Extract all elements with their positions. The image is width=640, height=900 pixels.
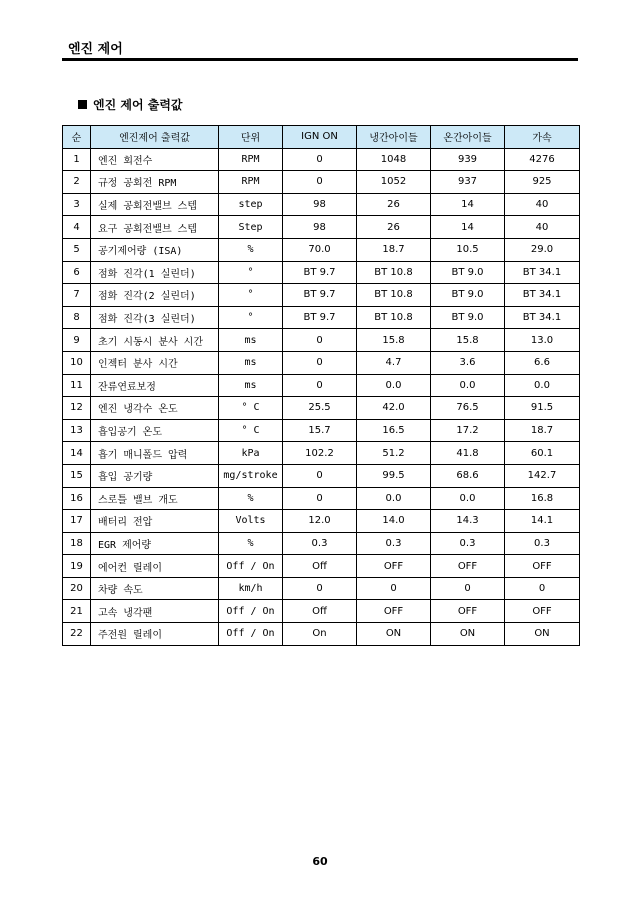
table-row (63, 532, 580, 555)
cell-unit: mg/stroke (219, 464, 283, 487)
cell-row-index: 18 (63, 532, 91, 555)
cell-warm-idle-value: ON (431, 623, 505, 646)
cell-item-name: 요구 공회전밸브 스텝 (91, 216, 219, 239)
cell-ign-on-value: Off (283, 600, 357, 623)
cell-row-index: 3 (63, 193, 91, 216)
cell-acceleration-value: 142.7 (505, 464, 580, 487)
cell-ign-on-value: 0 (283, 577, 357, 600)
cell-row-index: 9 (63, 329, 91, 352)
cell-warm-idle-value: 937 (431, 171, 505, 194)
cell-ign-on-value: 0 (283, 329, 357, 352)
cell-item-name: 초기 시동시 분사 시간 (91, 329, 219, 352)
cell-cold-idle-value: OFF (357, 555, 431, 578)
cell-ign-on-value: 102.2 (283, 442, 357, 465)
cell-item-name: 고속 냉각팬 (91, 600, 219, 623)
cell-cold-idle-value: 14.0 (357, 510, 431, 533)
cell-ign-on-value: 0 (283, 351, 357, 374)
cell-warm-idle-value: BT 9.0 (431, 261, 505, 284)
page-number: 60 (312, 855, 328, 868)
cell-acceleration-value: 91.5 (505, 397, 580, 420)
cell-row-index: 21 (63, 600, 91, 623)
cell-cold-idle-value: 51.2 (357, 442, 431, 465)
cell-warm-idle-value: 0.0 (431, 487, 505, 510)
cell-acceleration-value: BT 34.1 (505, 261, 580, 284)
cell-unit: Off / On (219, 623, 283, 646)
cell-unit: % (219, 487, 283, 510)
column-header-unit: 단위 (219, 126, 283, 149)
cell-warm-idle-value: 0 (431, 577, 505, 600)
cell-warm-idle-value: 14.3 (431, 510, 505, 533)
cell-item-name: 스로틀 밸브 개도 (91, 487, 219, 510)
cell-warm-idle-value: OFF (431, 555, 505, 578)
table-header-row (63, 126, 580, 149)
cell-ign-on-value: BT 9.7 (283, 284, 357, 307)
cell-row-index: 15 (63, 464, 91, 487)
cell-warm-idle-value: 76.5 (431, 397, 505, 420)
table-row (63, 510, 580, 533)
cell-cold-idle-value: 1048 (357, 148, 431, 171)
cell-row-index: 20 (63, 577, 91, 600)
cell-ign-on-value: 98 (283, 216, 357, 239)
cell-acceleration-value: 16.8 (505, 487, 580, 510)
cell-row-index: 12 (63, 397, 91, 420)
table-row (63, 487, 580, 510)
cell-unit: ° C (219, 397, 283, 420)
cell-cold-idle-value: 0.3 (357, 532, 431, 555)
cell-unit: Step (219, 216, 283, 239)
cell-row-index: 4 (63, 216, 91, 239)
cell-row-index: 10 (63, 351, 91, 374)
cell-row-index: 19 (63, 555, 91, 578)
cell-ign-on-value: BT 9.7 (283, 261, 357, 284)
cell-item-name: 엔진 냉각수 온도 (91, 397, 219, 420)
cell-acceleration-value: OFF (505, 600, 580, 623)
cell-unit: step (219, 193, 283, 216)
cell-unit: Off / On (219, 555, 283, 578)
table-row (63, 351, 580, 374)
table-row (63, 623, 580, 646)
cell-warm-idle-value: 14 (431, 216, 505, 239)
table-row (63, 238, 580, 261)
cell-cold-idle-value: 0 (357, 577, 431, 600)
cell-warm-idle-value: BT 9.0 (431, 284, 505, 307)
table-row (63, 261, 580, 284)
column-header-index: 순 (63, 126, 91, 149)
cell-unit: ms (219, 351, 283, 374)
cell-acceleration-value: 40 (505, 216, 580, 239)
cell-acceleration-value: 18.7 (505, 419, 580, 442)
cell-acceleration-value: 29.0 (505, 238, 580, 261)
cell-unit: ° (219, 261, 283, 284)
cell-acceleration-value: 40 (505, 193, 580, 216)
cell-row-index: 7 (63, 284, 91, 307)
cell-ign-on-value: 98 (283, 193, 357, 216)
cell-item-name: EGR 제어량 (91, 532, 219, 555)
cell-item-name: 규정 공회전 RPM (91, 171, 219, 194)
cell-row-index: 16 (63, 487, 91, 510)
cell-acceleration-value: 60.1 (505, 442, 580, 465)
cell-cold-idle-value: 16.5 (357, 419, 431, 442)
cell-ign-on-value: Off (283, 555, 357, 578)
cell-cold-idle-value: BT 10.8 (357, 284, 431, 307)
cell-ign-on-value: 12.0 (283, 510, 357, 533)
cell-acceleration-value: 0.0 (505, 374, 580, 397)
cell-ign-on-value: 70.0 (283, 238, 357, 261)
cell-item-name: 흡기 매니폴드 압력 (91, 442, 219, 465)
cell-item-name: 공기제어량 (ISA) (91, 238, 219, 261)
cell-acceleration-value: 0.3 (505, 532, 580, 555)
cell-warm-idle-value: 41.8 (431, 442, 505, 465)
cell-warm-idle-value: 0.0 (431, 374, 505, 397)
cell-unit: ms (219, 374, 283, 397)
cell-unit: Volts (219, 510, 283, 533)
cell-ign-on-value: 25.5 (283, 397, 357, 420)
cell-warm-idle-value: 68.6 (431, 464, 505, 487)
cell-item-name: 실제 공회전밸브 스텝 (91, 193, 219, 216)
cell-warm-idle-value: 15.8 (431, 329, 505, 352)
cell-ign-on-value: BT 9.7 (283, 306, 357, 329)
cell-unit: Off / On (219, 600, 283, 623)
section-title (78, 96, 183, 113)
cell-unit: RPM (219, 148, 283, 171)
cell-warm-idle-value: 3.6 (431, 351, 505, 374)
cell-row-index: 2 (63, 171, 91, 194)
column-header-warm-idle: 온간아이들 (431, 126, 505, 149)
cell-acceleration-value: BT 34.1 (505, 284, 580, 307)
page-header-title: 엔진 제어 (68, 42, 123, 57)
cell-item-name: 차량 속도 (91, 577, 219, 600)
cell-acceleration-value: 0 (505, 577, 580, 600)
cell-item-name: 흡입공기 온도 (91, 419, 219, 442)
cell-cold-idle-value: ON (357, 623, 431, 646)
cell-unit: ° (219, 284, 283, 307)
cell-cold-idle-value: 18.7 (357, 238, 431, 261)
cell-item-name: 엔진 회전수 (91, 148, 219, 171)
square-bullet-icon (78, 100, 87, 109)
table-row (63, 193, 580, 216)
cell-item-name: 주전원 릴레이 (91, 623, 219, 646)
cell-warm-idle-value: OFF (431, 600, 505, 623)
column-header-item: 엔진제어 출력값 (91, 126, 219, 149)
cell-unit: ° C (219, 419, 283, 442)
cell-cold-idle-value: BT 10.8 (357, 261, 431, 284)
cell-item-name: 점화 진각(2 실린더) (91, 284, 219, 307)
cell-row-index: 1 (63, 148, 91, 171)
cell-cold-idle-value: 1052 (357, 171, 431, 194)
table-row (63, 464, 580, 487)
table-row (63, 148, 580, 171)
cell-item-name: 점화 진각(1 실린더) (91, 261, 219, 284)
column-header-acceleration: 가속 (505, 126, 580, 149)
cell-item-name: 흡입 공기량 (91, 464, 219, 487)
cell-warm-idle-value: 10.5 (431, 238, 505, 261)
header-divider (62, 58, 578, 61)
table-row (63, 577, 580, 600)
cell-acceleration-value: OFF (505, 555, 580, 578)
cell-acceleration-value: 13.0 (505, 329, 580, 352)
table-row (63, 374, 580, 397)
section-title-text: 엔진 제어 출력값 (93, 98, 183, 112)
cell-ign-on-value: 0 (283, 148, 357, 171)
table-row (63, 216, 580, 239)
cell-ign-on-value: 0 (283, 171, 357, 194)
cell-item-name: 잔류연료보정 (91, 374, 219, 397)
cell-cold-idle-value: 4.7 (357, 351, 431, 374)
cell-acceleration-value: 14.1 (505, 510, 580, 533)
cell-row-index: 6 (63, 261, 91, 284)
table-row (63, 442, 580, 465)
table-row (63, 329, 580, 352)
cell-warm-idle-value: 14 (431, 193, 505, 216)
cell-warm-idle-value: 939 (431, 148, 505, 171)
table-row (63, 419, 580, 442)
cell-acceleration-value: BT 34.1 (505, 306, 580, 329)
cell-unit: km/h (219, 577, 283, 600)
cell-cold-idle-value: 15.8 (357, 329, 431, 352)
cell-item-name: 배터리 전압 (91, 510, 219, 533)
cell-acceleration-value: ON (505, 623, 580, 646)
cell-unit: % (219, 238, 283, 261)
cell-unit: % (219, 532, 283, 555)
column-header-cold-idle: 냉간아이들 (357, 126, 431, 149)
cell-item-name: 점화 진각(3 실린더) (91, 306, 219, 329)
cell-acceleration-value: 925 (505, 171, 580, 194)
cell-warm-idle-value: 0.3 (431, 532, 505, 555)
cell-cold-idle-value: 26 (357, 193, 431, 216)
cell-unit: kPa (219, 442, 283, 465)
cell-ign-on-value: 0.3 (283, 532, 357, 555)
engine-output-table (62, 125, 580, 646)
cell-row-index: 17 (63, 510, 91, 533)
cell-cold-idle-value: OFF (357, 600, 431, 623)
table-row (63, 306, 580, 329)
cell-row-index: 22 (63, 623, 91, 646)
cell-row-index: 11 (63, 374, 91, 397)
cell-cold-idle-value: BT 10.8 (357, 306, 431, 329)
cell-ign-on-value: 0 (283, 464, 357, 487)
cell-row-index: 14 (63, 442, 91, 465)
cell-warm-idle-value: 17.2 (431, 419, 505, 442)
cell-cold-idle-value: 42.0 (357, 397, 431, 420)
table-row (63, 555, 580, 578)
cell-unit: ms (219, 329, 283, 352)
cell-ign-on-value: On (283, 623, 357, 646)
cell-cold-idle-value: 99.5 (357, 464, 431, 487)
cell-unit: ° (219, 306, 283, 329)
cell-warm-idle-value: BT 9.0 (431, 306, 505, 329)
table-row (63, 600, 580, 623)
cell-row-index: 8 (63, 306, 91, 329)
table-row (63, 284, 580, 307)
cell-cold-idle-value: 0.0 (357, 487, 431, 510)
cell-ign-on-value: 0 (283, 374, 357, 397)
column-header-ign-on: IGN ON (283, 126, 357, 149)
cell-cold-idle-value: 0.0 (357, 374, 431, 397)
cell-ign-on-value: 0 (283, 487, 357, 510)
cell-row-index: 13 (63, 419, 91, 442)
cell-ign-on-value: 15.7 (283, 419, 357, 442)
cell-item-name: 에어컨 릴레이 (91, 555, 219, 578)
cell-unit: RPM (219, 171, 283, 194)
cell-acceleration-value: 4276 (505, 148, 580, 171)
cell-acceleration-value: 6.6 (505, 351, 580, 374)
table-row (63, 171, 580, 194)
cell-row-index: 5 (63, 238, 91, 261)
cell-item-name: 인젝터 분사 시간 (91, 351, 219, 374)
table-row (63, 397, 580, 420)
cell-cold-idle-value: 26 (357, 216, 431, 239)
